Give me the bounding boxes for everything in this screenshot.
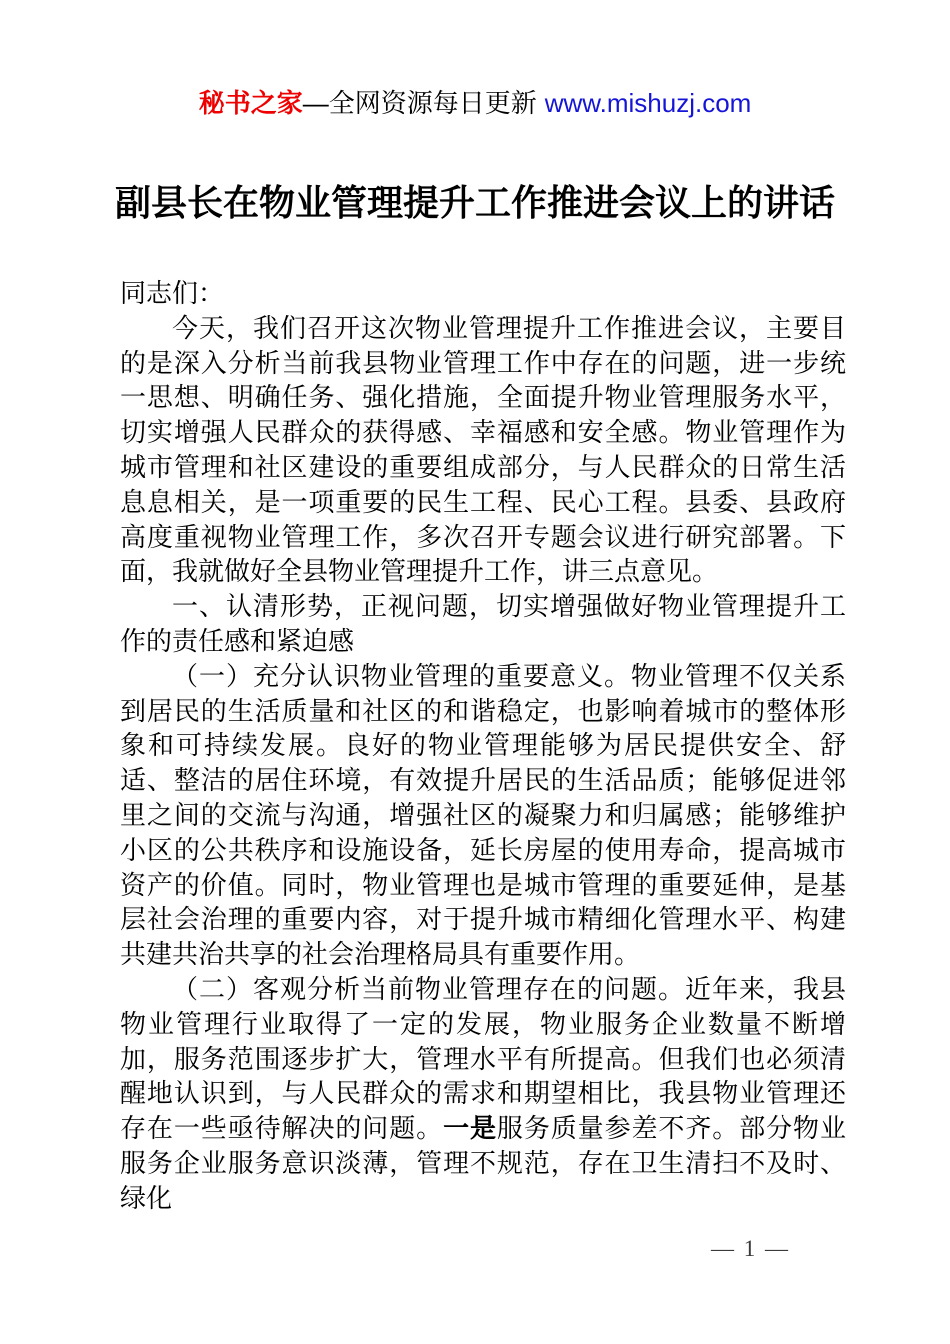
text-run: 今天，我们召开这次物业管理提升工作推进会议，主要目的是深入分析当前我县物业管理工作中存在的问题，进一步统一思想、明确任务、强化措施，全面提升物业管理服务水平，切实增强人民群众的获得感、幸福感和安全感。物业管理作为城市管理和社区建设的重要组成部分，与人民群众的日常生活息息相关，是一项重要的民生工程、民心工程。县委、县政府高度重视物业管理工作，多次召开专题会议进行研究部署。下面，我就做好全县物业管理提升工作，讲三点意见。 [120, 312, 846, 587]
paragraph [120, 972, 846, 1216]
text-run: 一是 [443, 1113, 497, 1144]
header-tagline: 全网资源每日更新 [328, 88, 537, 118]
doc-title: 副县长在物业管理提升工作推进会议上的讲话 [114, 182, 835, 223]
page-number: — 1 — [711, 1236, 790, 1261]
site-header [0, 86, 950, 120]
text-run: 同志们： [120, 278, 225, 308]
section-heading [120, 589, 846, 659]
text-run: （二）客观分析当前物业管理存在的问题。近年来，我县物业管理行业取得了一定的发展，物业服务企业数量不断增加，服务范围逐步扩大，管理水平有所提高。但我们也必须清醒地认识到，与人民群众的需求和期望相比，我县物业管理还存在一些亟待解决的问题。 [120, 973, 846, 1144]
site-url-link[interactable]: www.mishuzj.com [544, 88, 752, 118]
document-body [120, 276, 846, 1216]
paragraph [120, 659, 846, 972]
paragraph [120, 311, 846, 589]
paragraph [120, 276, 846, 311]
text-run: 服务质量参差不齐。部分物业服务企业服务意识淡薄，管理不规范，存在卫生清扫不及时、绿化 [120, 1113, 846, 1213]
text-run: （一）充分认识物业管理的重要意义。物业管理不仅关系到居民的生活质量和社区的和谐稳定，也影响着城市的整体形象和可持续发展。良好的物业管理能够为居民提供安全、舒适、整洁的居住环境，有效提升居民的生活品质；能够促进邻里之间的交流与沟通，增强社区的凝聚力和归属感；能够维护小区的公共秩序和设施设备，延长房屋的使用寿命，提高城市资产的价值。同时，物业管理也是城市管理的重要延伸，是基层社会治理的重要内容，对于提升城市精细化管理水平、构建共建共治共享的社会治理格局具有重要作用。 [120, 660, 846, 970]
header-separator: — [302, 88, 329, 118]
brand-text: 秘书之家 [198, 88, 303, 118]
text-run: 一、认清形势，正视问题，切实增强做好物业管理提升工作的责任感和紧迫感 [120, 591, 846, 656]
